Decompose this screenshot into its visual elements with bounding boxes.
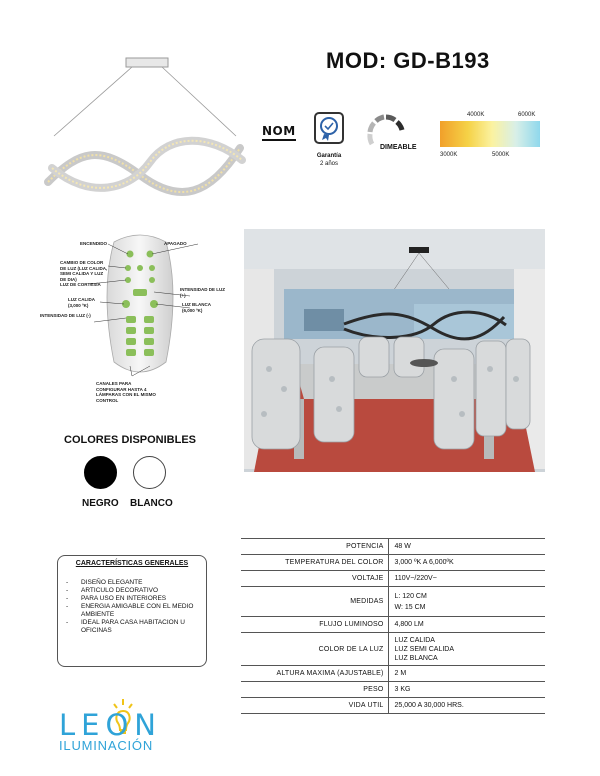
spec-value-line: LUZ SEMI CALIDA [394, 645, 455, 653]
table-row [241, 698, 545, 714]
spec-value-line: LUZ BLANCA [394, 654, 438, 662]
spec-value-line: LUZ CALIDA [394, 636, 435, 644]
warranty-years: 2 años [319, 161, 338, 167]
nom-badge: NOM [262, 124, 296, 141]
spec-key: VIDA UTIL [241, 698, 388, 714]
remote-label-off: APAGADO [164, 241, 187, 246]
spec-key: VOLTAJE [241, 571, 388, 587]
spec-key: FLUJO LUMINOSO [241, 617, 388, 633]
remote-label-color-change: CAMBIO DE COLOR DE LUZ (LUZ CALIDA, SEMI CALIDA Y LUZ DE DIA) [60, 260, 108, 282]
feature-item: - IDEAL PARA CASA HABITACION U OFICINAS [64, 619, 200, 635]
temp-label-4000: 4000K [467, 112, 485, 118]
features-list [64, 579, 200, 635]
table-row [241, 539, 545, 555]
color-swatch-black [84, 456, 117, 489]
features-title: CARACTERÍSTICAS GENERALES [75, 560, 189, 567]
spec-value: 48 W [388, 539, 545, 555]
remote-label-warm: LUZ CALIDA (3,000 ºK) [68, 297, 95, 308]
warranty-shield-icon [314, 112, 344, 144]
feature-item: - PARA USO EN INTERIORES [64, 595, 200, 603]
table-row [241, 682, 545, 698]
product-lamp-image [40, 50, 252, 210]
spec-value: 3,000 ºK A 6,000ºK [388, 555, 545, 571]
dining-room-photo [244, 229, 545, 472]
remote-label-intensity-up: INTENSIDAD DE LUZ (+) [180, 287, 225, 298]
color-label-black: NEGRO [82, 498, 119, 509]
table-row [241, 555, 545, 571]
spec-value: 3 KG [388, 682, 545, 698]
features-box [57, 555, 207, 667]
colors-title: COLORES DISPONIBLES [64, 434, 197, 446]
brand-logo-text: LEON [59, 708, 162, 742]
spec-value-line: L: 120 CM [394, 592, 427, 600]
feature-item: - DISEÑO ELEGANTE [64, 579, 200, 587]
remote-label-channels: CANALES PARA CONFIGURAR HASTA 4 LÁMPARAS CON EL MISMO CONTROL [96, 381, 156, 403]
temp-label-5000: 5000K [492, 152, 510, 158]
table-row [241, 617, 545, 633]
warranty-text [305, 152, 353, 168]
remote-label-intensity-down: INTENSIDAD DE LUZ (-) [40, 313, 91, 318]
temp-label-6000: 6000K [518, 112, 536, 118]
table-row [241, 571, 545, 587]
spec-value: 110V~/220V~ [388, 571, 545, 587]
spec-key: TEMPERATURA DEL COLOR [241, 555, 388, 571]
brand-logo-subtitle: ILUMINACIÓN [59, 738, 154, 753]
spec-value [388, 587, 545, 617]
spec-value [388, 633, 545, 666]
spec-key: PESO [241, 682, 388, 698]
model-title: MOD: GD-B193 [326, 48, 490, 73]
feature-item: - ARTICULO DECORATIVO [64, 587, 200, 595]
remote-label-courtesy: LUZ DE CORTESÍA [60, 282, 101, 287]
table-row [241, 587, 545, 617]
spec-value: 4,800 LM [388, 617, 545, 633]
color-swatch-white [133, 456, 166, 489]
remote-label-white: LUZ BLANCA (6,000 ºK) [182, 302, 211, 313]
table-row [241, 666, 545, 682]
temp-label-3000: 3000K [440, 152, 458, 158]
warranty-title: Garantía [316, 153, 342, 159]
spec-value: 25,000 A 30,000 HRS. [388, 698, 545, 714]
spec-key: ALTURA MAXIMA (AJUSTABLE) [241, 666, 388, 682]
spec-key: POTENCIA [241, 539, 388, 555]
spec-table [241, 538, 545, 714]
remote-label-on: ENCENDIDO [80, 241, 108, 246]
spec-value: 2 M [388, 666, 545, 682]
spec-key: MEDIDAS [241, 587, 388, 617]
spec-value-line: W: 15 CM [394, 603, 426, 611]
feature-item: - ENERGIA AMIGABLE CON EL MEDIO AMBIENTE [64, 603, 200, 619]
color-temperature-bar [440, 121, 540, 147]
dimmable-label: DIMEABLE [380, 144, 417, 151]
spec-key: COLOR DE LA LUZ [241, 633, 388, 666]
table-row [241, 633, 545, 666]
color-label-white: BLANCO [130, 498, 173, 509]
